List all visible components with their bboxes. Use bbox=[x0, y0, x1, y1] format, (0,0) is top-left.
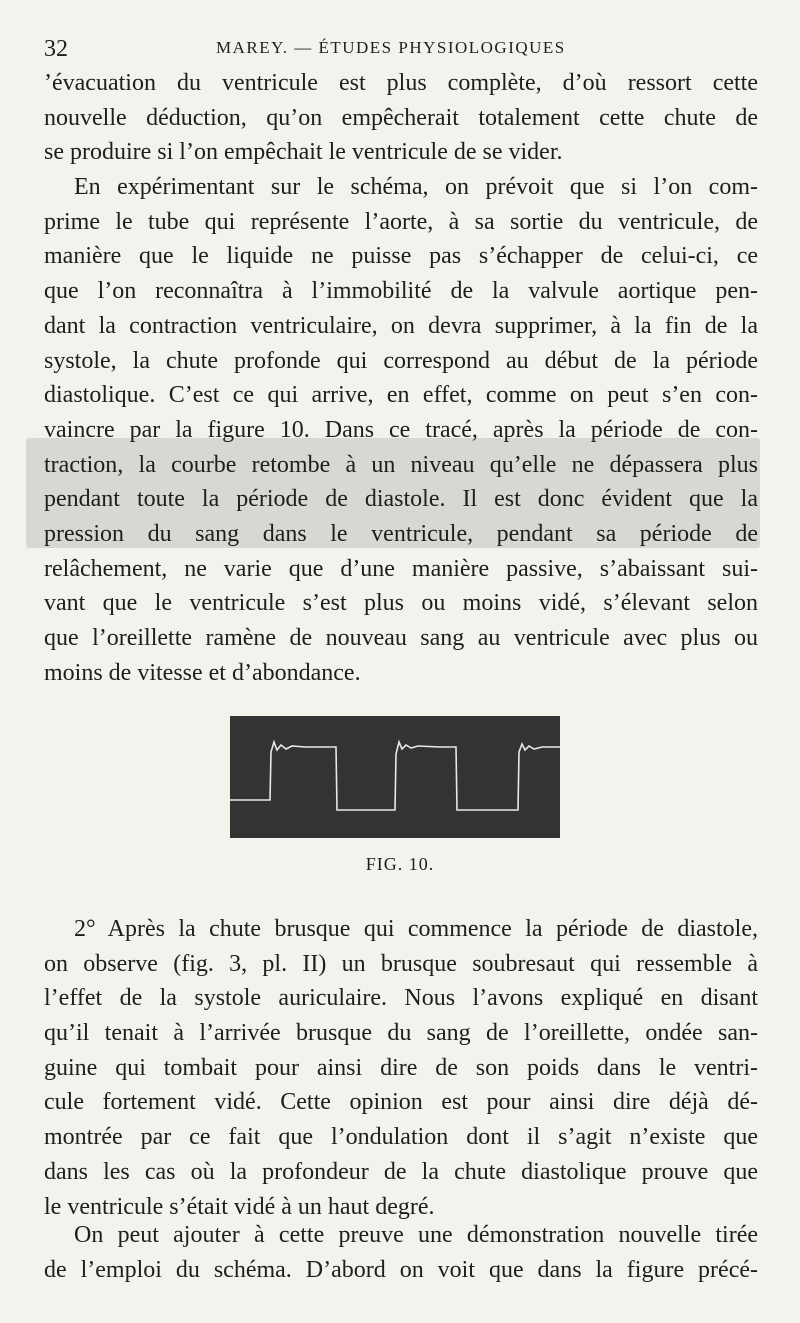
text-line: vant que le ventricule s’est plus ou moins vidé, s’élevant selon bbox=[44, 590, 758, 617]
text-line: nouvelle déduction, qu’on empêcherait totalement cette chute de bbox=[44, 104, 758, 131]
text-line: l’effet de la systole auriculaire. Nous l’avons expliqué en disant bbox=[44, 985, 758, 1012]
text-line: 2° Après la chute brusque qui commence la période de diastole, bbox=[74, 916, 758, 942]
page-number: 32 bbox=[44, 36, 68, 62]
text-line: moins de vitesse et d’abondance. bbox=[44, 659, 361, 686]
text-line: En expérimentant sur le schéma, on prévoit que si l’on com- bbox=[74, 174, 758, 201]
text-line: prime le tube qui représente l’aorte, à sa sortie du ventricule, de bbox=[44, 208, 758, 235]
text-line: manière que le liquide ne puisse pas s’échapper de celui-ci, ce bbox=[44, 243, 758, 270]
text-line: que l’on reconnaîtra à l’immobilité de la valvule aortique pen- bbox=[44, 278, 758, 305]
running-title: MAREY. — ÉTUDES PHYSIOLOGIQUES bbox=[216, 38, 566, 57]
pressure-trace-image bbox=[230, 716, 560, 838]
text-line: que l’oreillette ramène de nouveau sang au ventricule avec plus ou bbox=[44, 625, 758, 651]
text-line: ’évacuation du ventricule est plus complète, d’où ressort cette bbox=[44, 70, 758, 96]
body-text-end bbox=[44, 1218, 758, 1287]
text-line: On peut ajouter à cette preuve une démonstration nouvelle tirée bbox=[74, 1222, 758, 1248]
figure-10-trace bbox=[230, 716, 560, 838]
text-line: qu’il tenait à l’arrivée brusque du sang de l’oreillette, ondée san- bbox=[44, 1020, 758, 1047]
text-line: systole, la chute profonde qui correspond au début de la période bbox=[44, 347, 758, 374]
body-text-top bbox=[44, 66, 758, 690]
text-line: pression du sang dans le ventricule, pendant sa période de bbox=[44, 520, 758, 547]
text-line: de l’emploi du schéma. D’abord on voit que dans la figure précé- bbox=[44, 1256, 758, 1283]
text-line: relâchement, ne varie que d’une manière passive, s’abaissant sui- bbox=[44, 555, 758, 582]
text-line: dant la contraction ventriculaire, on devra supprimer, à la fin de la bbox=[44, 312, 758, 339]
text-line: guine qui tombait pour ainsi dire de son poids dans le ventri- bbox=[44, 1054, 758, 1081]
text-line: dans les cas où la profondeur de la chute diastolique prouve que bbox=[44, 1158, 758, 1185]
text-line: se produire si l’on empêchait le ventricule de se vider. bbox=[44, 139, 563, 166]
text-line: traction, la courbe retombe à un niveau qu’elle ne dépassera plus bbox=[44, 451, 758, 478]
text-line: le ventricule s’était vidé à un haut degré. bbox=[44, 1193, 435, 1220]
text-line: montrée par ce fait que l’ondulation dont il s’agit n’existe que bbox=[44, 1124, 758, 1151]
text-line: on observe (fig. 3, pl. II) un brusque soubresaut qui ressemble à bbox=[44, 950, 758, 977]
text-line: cule fortement vidé. Cette opinion est pour ainsi dire déjà dé- bbox=[44, 1089, 758, 1116]
body-text-bottom bbox=[44, 912, 758, 1224]
text-line: diastolique. C’est ce qui arrive, en effet, comme on peut s’en con- bbox=[44, 382, 758, 409]
text-line: vaincre par la figure 10. Dans ce tracé, après la période de con- bbox=[44, 416, 758, 443]
figure-caption: FIG. 10. bbox=[365, 854, 435, 874]
text-line: pendant toute la période de diastole. Il est donc évident que la bbox=[44, 486, 758, 513]
page-header bbox=[44, 30, 760, 60]
